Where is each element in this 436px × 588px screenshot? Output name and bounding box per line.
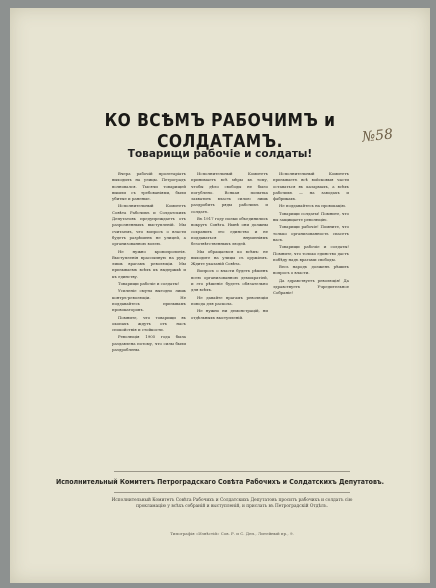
column-paragraph: Да здравствуетъ революція! Да здравствуетъ Учредительное Собраніе!	[273, 277, 349, 296]
column-paragraph: Мы обращаемся ко всѣмъ: не выходите на улицы съ оружіемъ. Ждите указаній Совѣта.	[191, 248, 268, 267]
text-column-3	[273, 171, 349, 465]
divider-rule	[114, 492, 350, 493]
column-paragraph: Товарищи рабочіе и солдаты! Помните, что только единство дастъ побѣду надъ врагами свободы.	[273, 244, 349, 262]
column-paragraph: Не давайте врагамъ революціи повода для раскола.	[191, 294, 268, 306]
signature-line: Исполнительный Комитетъ Петроградскаго Совѣта Рабочихъ и Солдатскихъ Депутатовъ.	[55, 478, 385, 486]
poster-sheet	[10, 8, 430, 583]
poster-subtitle: Товарищи рабочіе и солдаты!	[127, 148, 313, 160]
printer-imprint: Типографія «Извѣстій» Сов. Р. и С. Деп., Литейный пр., 9.	[170, 531, 294, 536]
column-paragraph: Товарищи рабочіе и солдаты!	[118, 281, 180, 287]
column-paragraph: Усиленіе смуты выгодно лишь контръ-революціи. Не поддавайтесь призывамъ провокаторовъ.	[112, 288, 186, 313]
text-column-1	[112, 171, 186, 465]
handwritten-archive-number: №58	[361, 126, 394, 146]
column-paragraph: Исполнительный Комитетъ призываетъ всѣ войсковыя части оставаться въ казармахъ, а всѣхъ рабочихъ — на заводахъ и фабрикахъ.	[273, 171, 349, 202]
column-paragraph: Весь народъ долженъ рѣшить вопросъ о власти.	[273, 264, 349, 276]
footnote-text: Исполнительный Комитетъ Совѣта Рабочихъ и Солдатскихъ Депутатовъ проситъ рабочихъ и солдатъ сію прокламацію у всѣхъ собраній и выступленій, и прислать въ Петроградскій Отдѣлъ.	[111, 498, 353, 509]
column-paragraph: Товарищи рабочіе! Помните, что только организованность спасетъ васъ.	[273, 224, 349, 242]
column-paragraph: Вчера рабочій пролетаріатъ выходилъ на улицы. Петроградъ волновался. Тысячи товарищей вышли съ требованіями, были убитые и раненые.	[112, 171, 186, 202]
column-paragraph: Вопросъ о власти будетъ рѣшенъ всею организованною демократіей, и это рѣшеніе будетъ обязательно для всѣхъ.	[191, 268, 268, 293]
poster-headline: КО ВСѢМЪ РАБОЧИМЪ и СОЛДАТАМЪ.	[104, 110, 336, 152]
column-paragraph: Исполнительный Комитетъ Совѣта Рабочихъ и Солдатскихъ Депутатовъ предупреждаетъ отъ разрозненныхъ выступленій. Мы считаемъ, что вопросъ о власти будетъ разрѣшенъ не улицей, а организованною волею.	[112, 203, 186, 247]
divider-rule	[114, 471, 350, 472]
text-column-2	[191, 171, 268, 465]
column-paragraph: Революція 1905 года была раздавлена потому, что силы были раздроблены.	[112, 334, 186, 353]
column-paragraph: Помните, что товарищи въ окопахъ ждутъ отъ насъ спокойствія и стойкости.	[112, 314, 186, 333]
column-paragraph: Не нужно кровопролитія. Выступленія врассыпную на руку лишь врагамъ революціи. Мы призываемъ всѣхъ къ выдержкѣ и къ единству.	[112, 248, 186, 279]
column-paragraph: Исполнительный Комитетъ принимаетъ всѣ мѣры къ тому, чтобы дѣло свободы не было погублено. Всякая попытка захватить власть силою лишь раздробитъ ряды рабочихъ и солдатъ.	[191, 171, 268, 214]
column-paragraph: Не поддавайтесь на провокацію.	[279, 203, 347, 209]
column-paragraph: Товарищи солдаты! Помните, что вы защищаете революцію.	[273, 210, 349, 223]
column-paragraph: Въ 1917 году полки объединились вокругъ Совѣта. Нынѣ они должны сохранить это единство и не поддаваться внушеніямъ безотвѣтственныхъ людей.	[191, 216, 268, 247]
column-paragraph: Не нужно ни демонстрацій, ни отдѣльныхъ выступленій.	[191, 308, 268, 320]
